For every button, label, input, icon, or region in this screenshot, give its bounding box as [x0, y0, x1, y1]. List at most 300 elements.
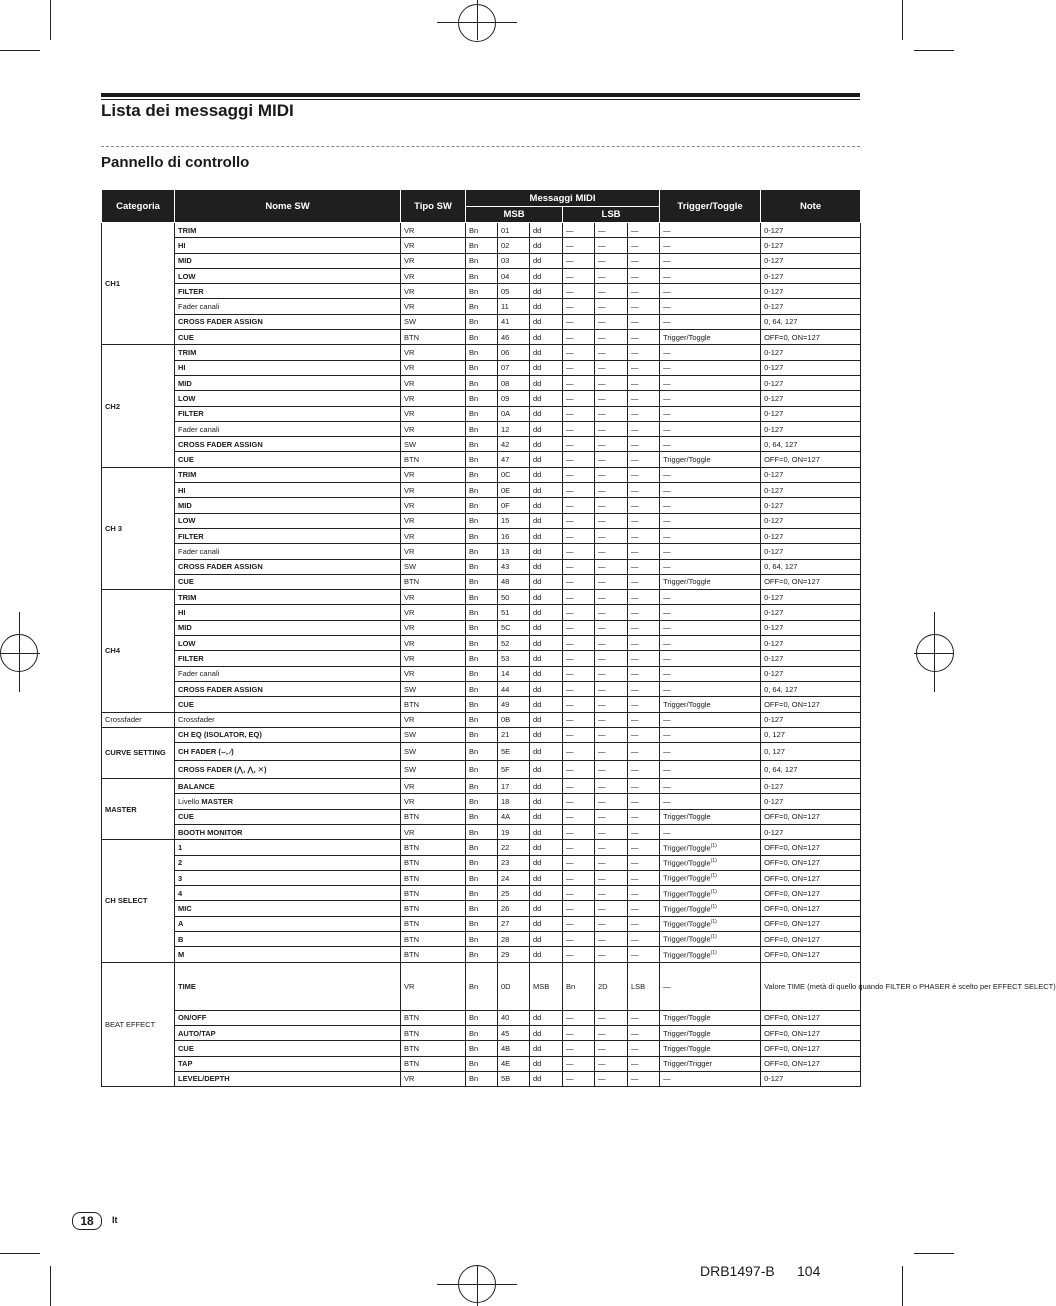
cell-c2: 29: [498, 947, 530, 962]
cell-c2: 43: [498, 559, 530, 574]
title-rule-thin: [101, 99, 860, 100]
table-row: [102, 809, 861, 824]
cell-c4: —: [563, 223, 595, 238]
print-page-number: 104: [797, 1263, 821, 1279]
note-cell: 0-127: [761, 666, 861, 681]
cell-c5: —: [595, 1010, 628, 1025]
trigger-cell: [660, 223, 761, 238]
trigger-text: Trigger/Toggle: [663, 812, 711, 822]
cell-c2: 04: [498, 268, 530, 283]
cell-c4: —: [563, 697, 595, 712]
note-cell: 0-127: [761, 605, 861, 620]
trigger-cell: [660, 590, 761, 605]
trigger-cell: [660, 886, 761, 901]
cell-c4: —: [563, 268, 595, 283]
sw-name-cell: Fader canali: [175, 666, 401, 681]
cell-type: VR: [401, 962, 466, 1010]
cell-c3: dd: [530, 299, 563, 314]
trigger-cell: [660, 605, 761, 620]
note-cell: 0-127: [761, 467, 861, 482]
cell-c3: dd: [530, 651, 563, 666]
cell-c6: —: [628, 681, 660, 696]
cell-c1: Bn: [466, 743, 498, 761]
header-categoria: Categoria: [102, 190, 175, 223]
cell-c3: dd: [530, 1071, 563, 1086]
table-row: [102, 360, 861, 375]
trigger-cell: [660, 697, 761, 712]
note-cell: 0-127: [761, 268, 861, 283]
cell-c6: —: [628, 761, 660, 779]
sw-name-cell: CUE: [175, 697, 401, 712]
trigger-text: Trigger/Trigger: [663, 1059, 713, 1069]
cell-c2: 41: [498, 314, 530, 329]
trigger-text: —: [663, 485, 671, 495]
cell-c3: dd: [530, 824, 563, 839]
trigger-text: —: [663, 409, 671, 419]
cell-type: VR: [401, 421, 466, 436]
trigger-text: —: [663, 747, 671, 757]
cell-c3: dd: [530, 391, 563, 406]
cell-c5: —: [595, 727, 628, 742]
cell-type: VR: [401, 666, 466, 681]
trigger-cell: [660, 360, 761, 375]
cell-c1: Bn: [466, 253, 498, 268]
sw-name-cell: CROSS FADER ASSIGN: [175, 314, 401, 329]
cell-c5: —: [595, 947, 628, 962]
table-row: [102, 681, 861, 696]
cell-c6: —: [628, 666, 660, 681]
cell-c4: —: [563, 544, 595, 559]
cell-c5: —: [595, 421, 628, 436]
footnote-ref: (1): [710, 857, 717, 864]
page-number: 18: [72, 1212, 102, 1230]
cell-c5: —: [595, 697, 628, 712]
cell-c4: —: [563, 314, 595, 329]
cell-c4: —: [563, 886, 595, 901]
cell-c2: 18: [498, 794, 530, 809]
trigger-cell: [660, 824, 761, 839]
trigger-text: —: [663, 516, 671, 526]
cell-c6: —: [628, 528, 660, 543]
footnote-ref: (1): [710, 934, 717, 941]
sw-name-cell: MID: [175, 498, 401, 513]
cell-c5: —: [595, 590, 628, 605]
cell-c5: —: [595, 681, 628, 696]
trigger-cell: [660, 421, 761, 436]
cell-c3: dd: [530, 840, 563, 855]
cell-c3: dd: [530, 1010, 563, 1025]
trigger-cell: [660, 666, 761, 681]
note-cell: 0-127: [761, 375, 861, 390]
trigger-cell: [660, 559, 761, 574]
sw-name-cell: HI: [175, 360, 401, 375]
note-cell: OFF=0, ON=127: [761, 932, 861, 947]
cell-c4: Bn: [563, 962, 595, 1010]
cell-c5: —: [595, 360, 628, 375]
sw-name-cell: CUE: [175, 452, 401, 467]
trigger-text: —: [663, 531, 671, 541]
cell-c6: —: [628, 253, 660, 268]
cell-c2: 49: [498, 697, 530, 712]
cell-c2: 27: [498, 916, 530, 931]
table-row: [102, 528, 861, 543]
cell-c1: Bn: [466, 824, 498, 839]
cell-type: VR: [401, 779, 466, 794]
cell-c3: dd: [530, 345, 563, 360]
cell-c6: —: [628, 268, 660, 283]
trigger-cell: [660, 330, 761, 345]
note-cell: 0-127: [761, 1071, 861, 1086]
cell-c4: —: [563, 437, 595, 452]
cell-c4: —: [563, 498, 595, 513]
cell-c1: Bn: [466, 1056, 498, 1071]
trigger-cell: [660, 761, 761, 779]
footnote-ref: (1): [710, 888, 717, 895]
cell-c4: —: [563, 452, 595, 467]
cell-c5: —: [595, 391, 628, 406]
trigger-cell: [660, 727, 761, 742]
cell-c6: —: [628, 794, 660, 809]
note-cell: 0-127: [761, 779, 861, 794]
table-row: [102, 238, 861, 253]
cell-c3: dd: [530, 238, 563, 253]
trigger-text: Trigger/Toggle: [663, 1013, 711, 1023]
cell-c4: —: [563, 855, 595, 870]
cell-type: VR: [401, 651, 466, 666]
sw-name-cell: MIC: [175, 901, 401, 916]
cell-c6: LSB: [628, 962, 660, 1010]
table-row: [102, 559, 861, 574]
cell-c6: —: [628, 901, 660, 916]
cell-type: SW: [401, 743, 466, 761]
cell-c3: dd: [530, 886, 563, 901]
cell-c5: —: [595, 299, 628, 314]
trigger-cell: [660, 809, 761, 824]
cell-c3: dd: [530, 727, 563, 742]
trigger-cell: [660, 870, 761, 885]
cell-c2: 09: [498, 391, 530, 406]
trigger-text: —: [663, 653, 671, 663]
cell-c3: MSB: [530, 962, 563, 1010]
cell-type: VR: [401, 483, 466, 498]
cell-c1: Bn: [466, 932, 498, 947]
cell-c2: 4B: [498, 1041, 530, 1056]
trigger-text: —: [663, 286, 671, 296]
cell-c2: 0B: [498, 712, 530, 727]
trigger-cell: [660, 406, 761, 421]
cell-c1: Bn: [466, 360, 498, 375]
cell-c2: 52: [498, 636, 530, 651]
sw-name-cell: TIME: [175, 962, 401, 1010]
note-cell: OFF=0, ON=127: [761, 886, 861, 901]
table-row: [102, 574, 861, 589]
trigger-text: —: [663, 256, 671, 266]
cell-c1: Bn: [466, 452, 498, 467]
trigger-text: —: [663, 827, 671, 837]
cell-c4: —: [563, 794, 595, 809]
trigger-cell: [660, 498, 761, 513]
trigger-cell: [660, 1056, 761, 1071]
cell-c2: 40: [498, 1010, 530, 1025]
cell-c4: —: [563, 421, 595, 436]
cell-c2: 51: [498, 605, 530, 620]
trigger-cell: [660, 314, 761, 329]
cell-c2: 0A: [498, 406, 530, 421]
cell-type: SW: [401, 559, 466, 574]
cell-type: VR: [401, 712, 466, 727]
cell-c3: dd: [530, 681, 563, 696]
cell-c2: 26: [498, 901, 530, 916]
table-row: [102, 299, 861, 314]
cell-type: VR: [401, 1071, 466, 1086]
header-msb: MSB: [466, 207, 563, 223]
sw-name-cell: CROSS FADER ASSIGN: [175, 559, 401, 574]
cell-c4: —: [563, 391, 595, 406]
cell-type: BTN: [401, 697, 466, 712]
cell-c3: dd: [530, 223, 563, 238]
cell-c2: 14: [498, 666, 530, 681]
cell-c1: Bn: [466, 712, 498, 727]
cell-c5: —: [595, 1025, 628, 1040]
cell-c4: —: [563, 467, 595, 482]
sw-name-cell: TAP: [175, 1056, 401, 1071]
cell-c5: —: [595, 559, 628, 574]
trigger-text: —: [663, 424, 671, 434]
midi-message-table: [101, 189, 1056, 1087]
trigger-text: —: [663, 348, 671, 358]
cell-c5: —: [595, 268, 628, 283]
table-row: [102, 1041, 861, 1056]
cell-c3: dd: [530, 452, 563, 467]
cell-type: VR: [401, 467, 466, 482]
trigger-cell: [660, 916, 761, 931]
cell-c6: —: [628, 391, 660, 406]
sw-name-cell: A: [175, 916, 401, 931]
cell-c3: dd: [530, 559, 563, 574]
cell-c6: —: [628, 697, 660, 712]
registration-line: [19, 612, 20, 692]
sw-name-cell: 2: [175, 855, 401, 870]
sw-name-cell: M: [175, 947, 401, 962]
note-cell: OFF=0, ON=127: [761, 901, 861, 916]
section-title: Pannello di controllo: [101, 154, 250, 171]
cell-type: VR: [401, 544, 466, 559]
note-cell: OFF=0, ON=127: [761, 1025, 861, 1040]
cell-c6: —: [628, 1010, 660, 1025]
cell-c5: —: [595, 483, 628, 498]
page-title: Lista dei messaggi MIDI: [101, 101, 294, 120]
cell-c2: 24: [498, 870, 530, 885]
note-cell: 0-127: [761, 590, 861, 605]
table-row: [102, 697, 861, 712]
cell-c4: —: [563, 824, 595, 839]
cell-c1: Bn: [466, 528, 498, 543]
cell-c3: dd: [530, 779, 563, 794]
cell-c2: 25: [498, 886, 530, 901]
trigger-text: —: [663, 439, 671, 449]
cell-c6: —: [628, 870, 660, 885]
cell-c5: —: [595, 1041, 628, 1056]
trigger-text: —: [663, 592, 671, 602]
cell-c2: 0F: [498, 498, 530, 513]
cell-c2: 03: [498, 253, 530, 268]
table-row: [102, 406, 861, 421]
cell-c2: 4E: [498, 1056, 530, 1071]
note-cell: 0-127: [761, 528, 861, 543]
sw-name-cell: AUTO/TAP: [175, 1025, 401, 1040]
cell-c5: —: [595, 901, 628, 916]
cell-c3: dd: [530, 712, 563, 727]
trigger-cell: [660, 1025, 761, 1040]
cell-type: BTN: [401, 1041, 466, 1056]
table-row: [102, 840, 861, 855]
cell-c6: —: [628, 712, 660, 727]
cell-c3: dd: [530, 932, 563, 947]
language-code: It: [112, 1215, 118, 1225]
cell-c1: Bn: [466, 330, 498, 345]
cell-c3: dd: [530, 253, 563, 268]
cell-type: VR: [401, 590, 466, 605]
cell-type: BTN: [401, 1025, 466, 1040]
cell-c6: —: [628, 284, 660, 299]
cell-c4: —: [563, 1025, 595, 1040]
cell-c4: —: [563, 743, 595, 761]
cell-c3: dd: [530, 284, 563, 299]
cell-c6: —: [628, 360, 660, 375]
cell-type: BTN: [401, 1056, 466, 1071]
cell-c4: —: [563, 253, 595, 268]
header-tipo-sw: Tipo SW: [401, 190, 466, 223]
cell-c6: —: [628, 840, 660, 855]
cell-type: VR: [401, 794, 466, 809]
footnote-ref: (1): [710, 949, 717, 956]
crop-mark: [50, 0, 51, 40]
sw-name-cell: Fader canali: [175, 299, 401, 314]
note-cell: 0, 127: [761, 727, 861, 742]
sw-name-cell: BOOTH MONITOR: [175, 824, 401, 839]
cell-c1: Bn: [466, 284, 498, 299]
cell-c3: dd: [530, 743, 563, 761]
table-row: [102, 779, 861, 794]
trigger-text: —: [663, 317, 671, 327]
footnote-ref: (1): [710, 842, 717, 849]
trigger-cell: [660, 528, 761, 543]
trigger-text: —: [663, 797, 671, 807]
note-cell: 0-127: [761, 636, 861, 651]
cell-c6: —: [628, 779, 660, 794]
trigger-cell: [660, 467, 761, 482]
cell-c6: —: [628, 1025, 660, 1040]
cell-c5: —: [595, 932, 628, 947]
trigger-text: —: [663, 715, 671, 725]
cell-c6: —: [628, 743, 660, 761]
cell-c2: 06: [498, 345, 530, 360]
sw-name-cell: TRIM: [175, 345, 401, 360]
table-row: [102, 483, 861, 498]
cell-c5: —: [595, 651, 628, 666]
note-cell: 0-127: [761, 794, 861, 809]
cell-c6: —: [628, 636, 660, 651]
category-cell: CH4: [102, 590, 175, 712]
cell-c5: —: [595, 528, 628, 543]
trigger-text: —: [663, 240, 671, 250]
note-cell: 0, 64, 127: [761, 559, 861, 574]
cell-c4: —: [563, 284, 595, 299]
trigger-text: —: [663, 1074, 671, 1084]
cell-c6: —: [628, 1041, 660, 1056]
table-row: [102, 886, 861, 901]
cell-c6: —: [628, 314, 660, 329]
cell-c1: Bn: [466, 870, 498, 885]
crop-mark: [0, 1253, 40, 1254]
trigger-text: —: [663, 623, 671, 633]
sw-name-cell: FILTER: [175, 651, 401, 666]
sw-name-cell: ON/OFF: [175, 1010, 401, 1025]
trigger-text: Trigger/Toggle: [663, 934, 711, 944]
cell-type: SW: [401, 727, 466, 742]
cell-c2: 0E: [498, 483, 530, 498]
table-row: [102, 666, 861, 681]
note-cell: 0, 64, 127: [761, 314, 861, 329]
cell-c5: —: [595, 620, 628, 635]
note-cell: OFF=0, ON=127: [761, 1041, 861, 1056]
cell-type: SW: [401, 437, 466, 452]
sw-name-cell: Fader canali: [175, 544, 401, 559]
cell-type: VR: [401, 345, 466, 360]
cell-c3: dd: [530, 636, 563, 651]
cell-c4: —: [563, 636, 595, 651]
cell-c6: —: [628, 223, 660, 238]
header-nome-sw: Nome SW: [175, 190, 401, 223]
sw-name-cell: LEVEL/DEPTH: [175, 1071, 401, 1086]
sw-name-cell: 1: [175, 840, 401, 855]
trigger-text: —: [663, 684, 671, 694]
cell-type: BTN: [401, 870, 466, 885]
cell-type: VR: [401, 528, 466, 543]
sw-name-cell: LOW: [175, 391, 401, 406]
table-row: [102, 544, 861, 559]
trigger-text: Trigger/Toggle: [663, 919, 711, 929]
cell-c4: —: [563, 840, 595, 855]
cell-type: VR: [401, 375, 466, 390]
cell-type: VR: [401, 498, 466, 513]
cell-type: BTN: [401, 574, 466, 589]
cell-c6: —: [628, 886, 660, 901]
trigger-text: —: [663, 470, 671, 480]
cell-type: VR: [401, 238, 466, 253]
cell-c2: 42: [498, 437, 530, 452]
cell-c6: —: [628, 375, 660, 390]
cell-c2: 5F: [498, 761, 530, 779]
cell-c1: Bn: [466, 483, 498, 498]
note-cell: 0-127: [761, 360, 861, 375]
cell-type: VR: [401, 299, 466, 314]
cell-c5: —: [595, 916, 628, 931]
note-cell: 0-127: [761, 544, 861, 559]
table-body: [102, 223, 1056, 1087]
cell-c6: —: [628, 437, 660, 452]
cell-c1: Bn: [466, 962, 498, 1010]
cell-c5: —: [595, 345, 628, 360]
cell-c4: —: [563, 779, 595, 794]
cell-c5: —: [595, 824, 628, 839]
trigger-cell: [660, 620, 761, 635]
note-cell: OFF=0, ON=127: [761, 870, 861, 885]
note-cell: 0, 64, 127: [761, 681, 861, 696]
cell-c2: 13: [498, 544, 530, 559]
cell-c3: dd: [530, 1056, 563, 1071]
trigger-text: Trigger/Toggle: [663, 873, 711, 883]
